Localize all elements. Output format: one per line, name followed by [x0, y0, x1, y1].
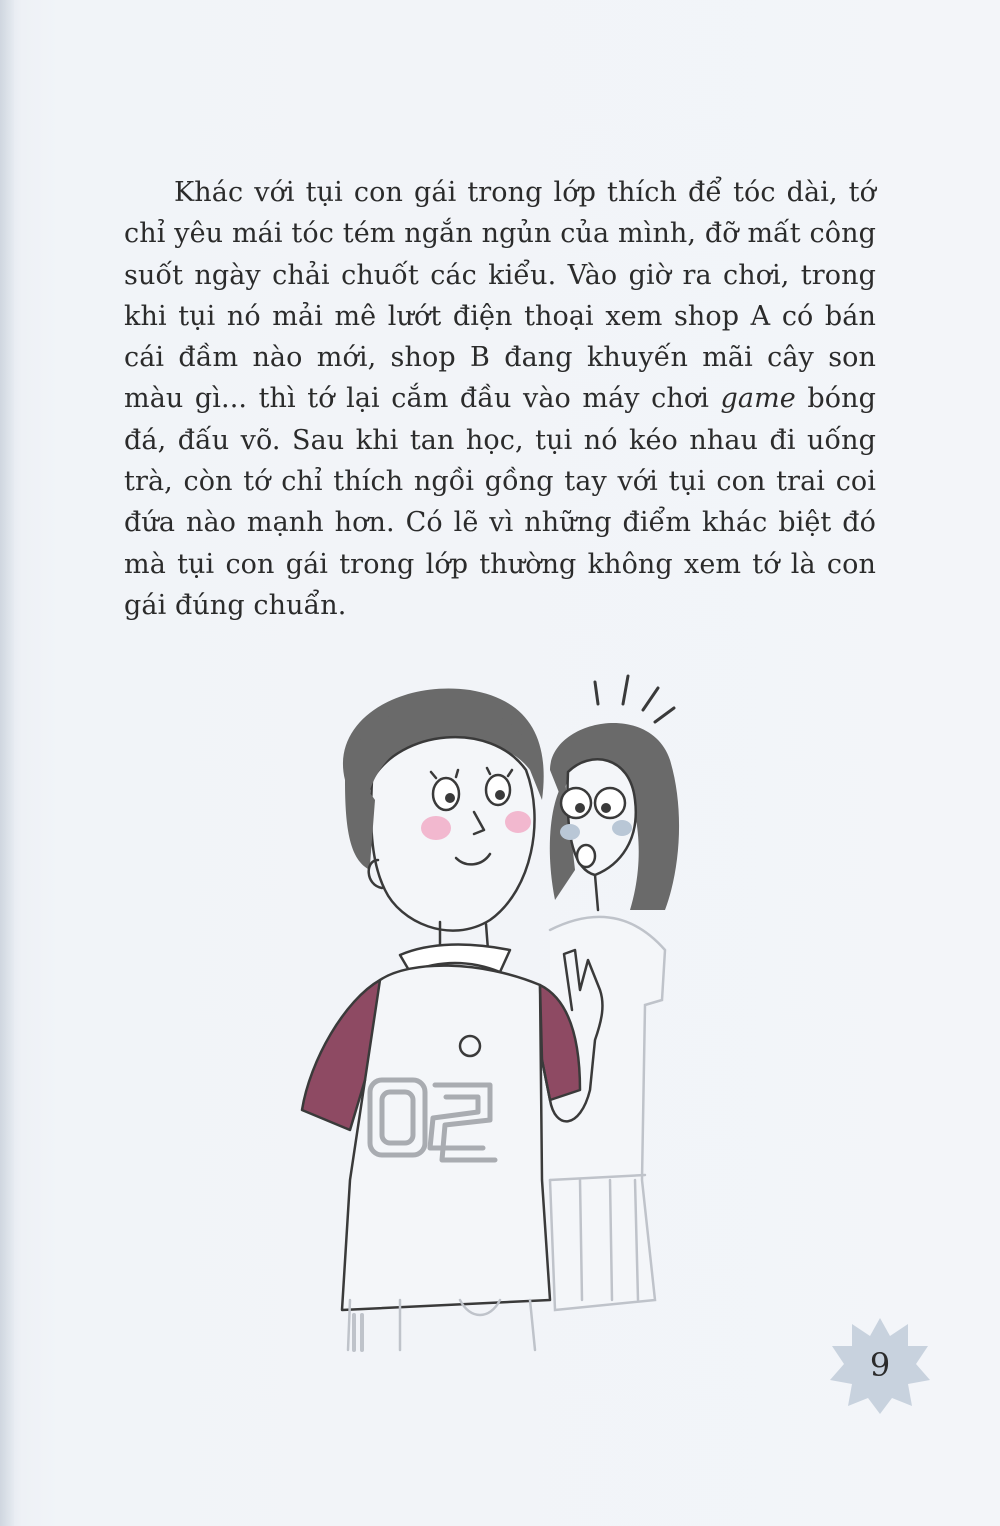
paragraph-text-part1: Khác với tụi con gái trong lớp thích để tóc dài, tớ chỉ yêu mái tóc tém ngắn ngủn của mình, đỡ mất công suốt ngày chải chuốt các kiểu. Vào giờ ra chơi, trong khi tụi nó mải mê lướt điện thoại xem shop A có bán cái đầm nào mới, shop B đang khuyến mãi cây son màu gì... thì tớ lại cắm đầu vào máy chơi	[124, 177, 876, 415]
story-text	[124, 172, 876, 626]
paragraph-italic-word: game	[720, 383, 796, 415]
page-gutter-shadow	[0, 0, 14, 1526]
paragraph	[124, 172, 876, 626]
paragraph-text-part2: bóng đá, đấu võ. Sau khi tan học, tụi nó kéo nhau đi uống trà, còn tớ chỉ thích ngồi gồng tay với tụi con trai coi đứa nào mạnh hơn. Có lẽ vì những điểm khác biệt đó mà tụi con gái trong lớp thường không xem tớ là con gái đúng chuẩn.	[124, 383, 876, 621]
surprise-marks	[595, 676, 674, 722]
two-girls-illustration	[250, 660, 720, 1360]
page-number: 9	[869, 1346, 891, 1384]
